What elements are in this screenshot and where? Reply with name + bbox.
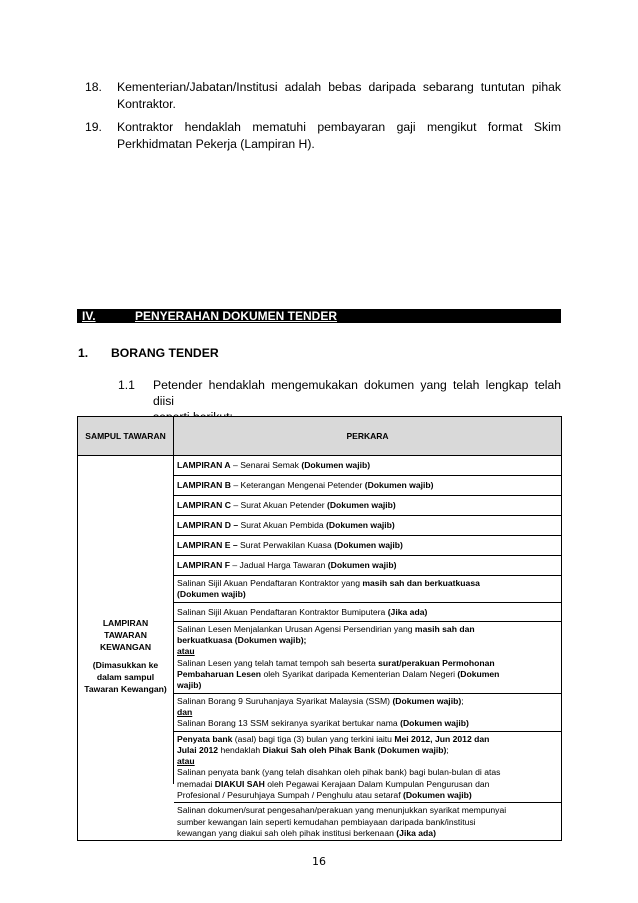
requirement: (Dokumen wajib) (364, 480, 434, 490)
row-text: Salinan Lesen Menjalankan Urusan Agensi Persendirian yang (177, 623, 415, 634)
row-text: memadai (177, 778, 215, 789)
row-text: sumber kewangan lain seperti kemudahan pembiayaan daripada bank/institusi (177, 816, 476, 827)
table-row (174, 536, 561, 556)
row-emphasis: surat/perakuan Permohonan (378, 657, 495, 668)
requirement: (Dokumen wajib) (400, 718, 469, 729)
lampiran-label: LAMPIRAN E – (177, 540, 238, 550)
requirement: (Dokumen wajib) (334, 540, 403, 550)
row-emphasis: Pembaharuan Lesen (177, 669, 262, 680)
sampul-note: dalam sampul (96, 672, 155, 682)
row-text: kewangan yang diakui sah oleh pihak institusi berkenaan (177, 827, 397, 838)
lampiran-label: LAMPIRAN B (177, 480, 231, 490)
lampiran-label: LAMPIRAN C (177, 500, 231, 510)
lampiran-text: – Jadual Harga Tawaran (230, 560, 328, 570)
requirement: (Dokumen wajib) (301, 460, 371, 470)
clause-number: 19. (85, 120, 102, 134)
conjunction: atau (177, 646, 195, 657)
table-header (78, 417, 561, 456)
table-row (174, 556, 561, 576)
lampiran-text: Surat Perwakilan Kuasa (237, 540, 335, 550)
requirement: (Dokumen wajib) (402, 790, 472, 801)
row-emphasis: masih sah dan (414, 623, 475, 634)
section-heading-bar (77, 309, 561, 323)
requirement: (Dokumen wajib) (326, 520, 395, 530)
lampiran-text: – Keterangan Mengenai Petender (230, 480, 365, 490)
requirement: (Dokumen wajib) (177, 589, 246, 600)
requirement: berkuatkuasa (Dokumen wajib); (177, 635, 307, 646)
lampiran-text: Surat Akuan Pembida (238, 520, 327, 530)
document-table (77, 416, 562, 841)
requirement: (Jika ada) (396, 827, 436, 838)
page-number: 16 (312, 855, 326, 868)
column-header-perkara: PERKARA (346, 431, 389, 441)
row-emphasis: Mei 2012, Jun 2012 dan (394, 733, 490, 744)
requirement: (Jika ada) (387, 606, 428, 617)
table-row (174, 803, 561, 840)
conjunction: atau (177, 756, 195, 767)
sampul-label: LAMPIRAN (102, 618, 149, 628)
row-emphasis: Penyata bank (177, 733, 233, 744)
requirement: (Dokumen wajib) (327, 560, 397, 570)
requirement: Diakui Sah oleh Pihak Bank (Dokumen wajib) (262, 744, 447, 755)
table-row (174, 622, 561, 694)
sampul-label: TAWARAN (104, 630, 147, 640)
row-text: Salinan Borang 9 Suruhanjaya Syarikat Malaysia (SSM) (177, 695, 393, 706)
table-row (174, 456, 561, 476)
row-emphasis: DIAKUI SAH (214, 778, 265, 789)
table-row (174, 603, 561, 622)
row-text: Profesional / Pesuruhjaya Sumpah / Penghulu atau setaraf (177, 790, 403, 801)
clause-number: 18. (85, 80, 102, 94)
heading-number: 1. (78, 346, 89, 360)
clause-text: Kontraktor. (117, 96, 176, 111)
punctuation: ; (461, 695, 464, 706)
row-text: Salinan Borang 13 SSM sekiranya syarikat bertukar nama (177, 718, 401, 729)
lampiran-text: – Senarai Semak (230, 460, 302, 470)
row-text: hendaklah (218, 744, 263, 755)
row-text: Salinan Sijil Akuan Pendaftaran Kontraktor yang (177, 578, 363, 588)
clause-text: Perkhidmatan Pekerja (Lampiran H). (117, 136, 315, 151)
lampiran-label: LAMPIRAN A (177, 460, 231, 470)
row-text: (asal) bagi tiga (3) bulan yang terkini iaitu (232, 733, 395, 744)
lampiran-text: – Surat Akuan Petender (230, 500, 327, 510)
row-text: Salinan dokumen/surat pengesahan/perakuan yang menunjukkan syarikat mempunyai (177, 805, 507, 816)
subclause-number: 1.1 (118, 378, 135, 392)
row-text: Salinan Sijil Akuan Pendaftaran Kontraktor Bumiputera (177, 606, 388, 617)
requirement: wajib) (177, 680, 202, 691)
sampul-note: (Dimasukkan ke (92, 660, 159, 670)
sampul-note: Tawaran Kewangan) (84, 684, 167, 694)
requirement: (Dokumen (457, 669, 500, 680)
requirement: (Dokumen wajib) (326, 500, 396, 510)
lampiran-label: LAMPIRAN D – (177, 520, 239, 530)
row-emphasis: masih sah dan berkuatkuasa (362, 578, 480, 588)
row-emphasis: Julai 2012 (177, 744, 219, 755)
row-text: Salinan penyata bank (yang telah disahkan oleh pihak bank) bagi bulan-bulan di atas (177, 767, 501, 778)
heading-title: BORANG TENDER (111, 346, 219, 360)
table-row (174, 516, 561, 536)
table-row (174, 496, 561, 516)
row-text: Salinan Lesen yang telah tamat tempoh sah beserta (177, 657, 379, 668)
sampul-label: KEWANGAN (99, 642, 152, 652)
conjunction: dan (177, 706, 193, 717)
table-row (174, 576, 561, 603)
row-text: oleh Pegawai Kerajaan Dalam Kumpulan Pengurusan dan (264, 778, 490, 789)
requirement: (Dokumen wajib) (392, 695, 462, 706)
sampul-cell (78, 456, 174, 784)
section-number: IV. (82, 309, 96, 323)
clause-text: Kontraktor hendaklah mematuhi pembayaran gaji mengikut format Skim (117, 120, 561, 134)
punctuation: ; (446, 744, 449, 755)
column-header-sampul: SAMPUL TAWARAN (78, 417, 174, 455)
row-text: oleh Syarikat daripada Kementerian Dalam Negeri (261, 669, 458, 680)
table-row (174, 694, 561, 732)
subclause-text: Petender hendaklah mengemukakan dokumen yang telah lengkap telah diisi (153, 378, 561, 408)
table-row (174, 476, 561, 496)
clause-text: Kementerian/Jabatan/Institusi adalah bebas daripada sebarang tuntutan pihak (117, 80, 561, 94)
lampiran-label: LAMPIRAN F (177, 560, 230, 570)
table-row (174, 732, 561, 804)
perkara-column (174, 456, 561, 840)
section-title: PENYERAHAN DOKUMEN TENDER (135, 309, 338, 323)
